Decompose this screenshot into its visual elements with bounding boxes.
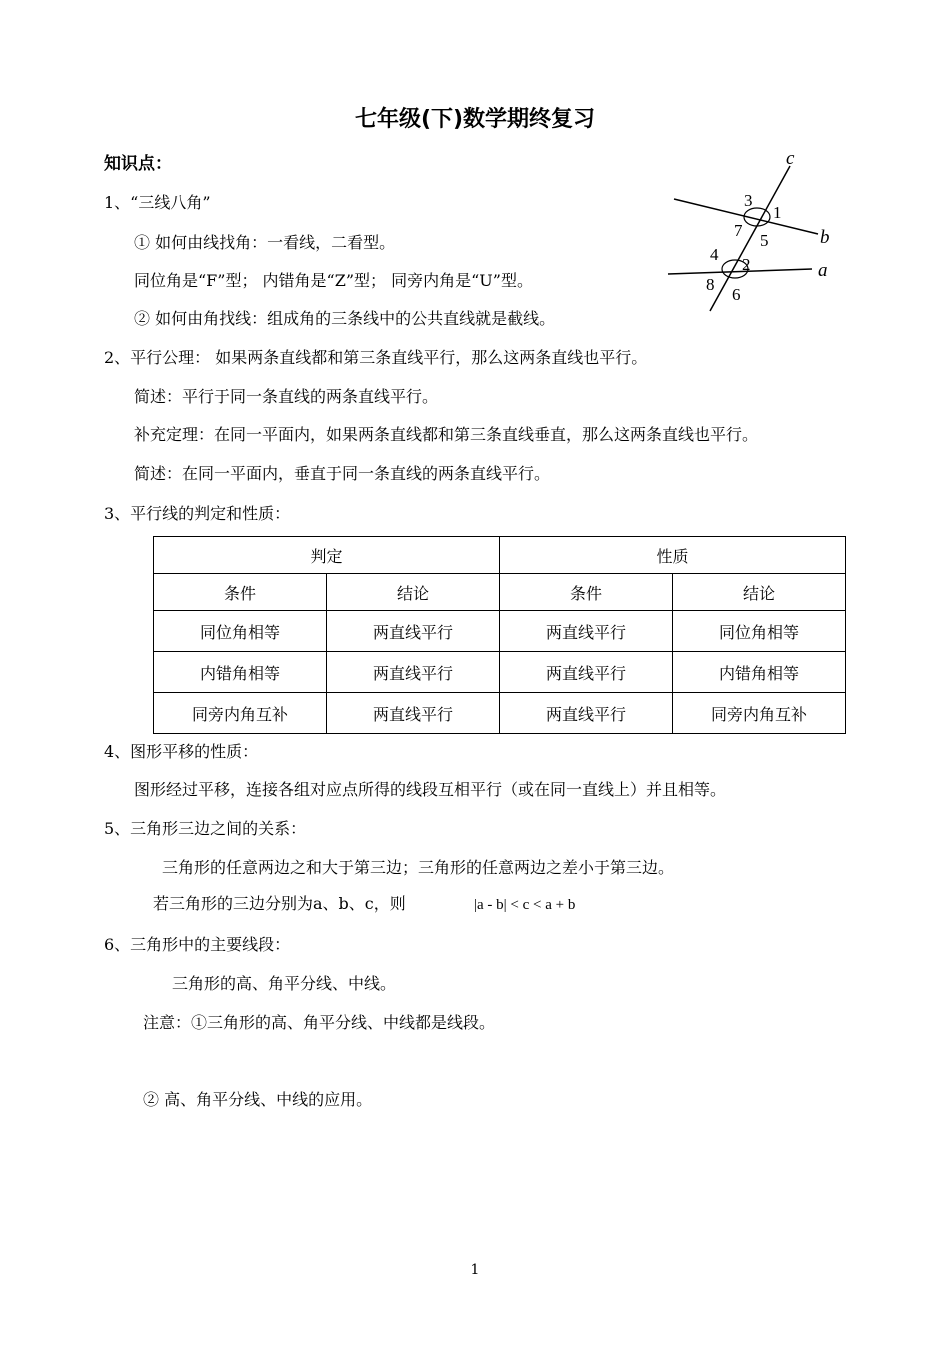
table-cell: 两直线平行 xyxy=(500,652,673,693)
triangle-inequality-formula: |a - b| < c < a + b xyxy=(474,897,576,913)
knowledge-heading: 知识点： xyxy=(104,154,172,174)
angle-label-3: 3 xyxy=(744,191,753,210)
table-cell: 内错角相等 xyxy=(154,652,327,693)
table-sub-header: 条件 xyxy=(154,574,327,611)
section-4-line-1: 图形经过平移，连接各组对应点所得的线段互相平行（或在同一直线上）并且相等。 xyxy=(134,780,727,799)
angle-label-8: 8 xyxy=(706,275,715,294)
line-label-a: a xyxy=(818,260,828,281)
table-sub-header: 结论 xyxy=(673,574,846,611)
table-row xyxy=(154,652,846,693)
angle-label-6: 6 xyxy=(732,285,741,304)
table-cell: 两直线平行 xyxy=(327,693,500,734)
table-cell: 同位角相等 xyxy=(154,611,327,652)
section-1-header: 1、“三线八角” xyxy=(104,193,211,212)
section-3-header: 3、平行线的判定和性质： xyxy=(104,504,291,523)
table-cell: 同位角相等 xyxy=(673,611,846,652)
section-2-line-1: 简述：平行于同一条直线的两条直线平行。 xyxy=(134,387,439,406)
angle-label-7: 7 xyxy=(734,221,743,240)
line-label-c: c xyxy=(786,148,795,169)
table-sub-header-row xyxy=(154,574,846,611)
table-row xyxy=(154,611,846,652)
table-row xyxy=(154,693,846,734)
angle-label-1: 1 xyxy=(773,203,782,222)
table-group-header: 判定 xyxy=(154,537,500,574)
table-sub-header: 条件 xyxy=(500,574,673,611)
three-lines-eight-angles-figure xyxy=(660,146,850,316)
section-2-header: 2、平行公理： 如果两条直线都和第三条直线平行，那么这两条直线也平行。 xyxy=(104,348,648,367)
section-5-header: 5、三角形三边之间的关系： xyxy=(104,819,307,838)
section-1-line-2: 同位角是“F”型； 内错角是“Z”型； 同旁内角是“U”型。 xyxy=(134,271,533,290)
section-5-line-2: 若三角形的三边分别为a、b、c，则 xyxy=(153,894,406,913)
table-cell: 同旁内角互补 xyxy=(154,693,327,734)
section-2-line-2: 补充定理：在同一平面内，如果两条直线都和第三条直线垂直，那么这两条直线也平行。 xyxy=(134,425,759,444)
line-label-b: b xyxy=(820,227,830,248)
table-cell: 内错角相等 xyxy=(673,652,846,693)
page-title: 七年级(下)数学期终复习 xyxy=(354,107,596,132)
line-a xyxy=(668,269,812,274)
section-2-line-3: 简述：在同一平面内，垂直于同一条直线的两条直线平行。 xyxy=(134,464,551,483)
table-cell: 两直线平行 xyxy=(327,652,500,693)
section-6-line-1: 三角形的高、角平分线、中线。 xyxy=(172,974,397,993)
parallel-lines-table xyxy=(153,536,846,734)
table-cell: 两直线平行 xyxy=(500,693,673,734)
section-6-header: 6、三角形中的主要线段： xyxy=(104,935,291,954)
section-1-line-1: ① 如何由线找角：一看线，二看型。 xyxy=(134,233,396,252)
table-group-header-row xyxy=(154,537,846,574)
section-4-header: 4、图形平移的性质： xyxy=(104,742,259,761)
table-cell: 两直线平行 xyxy=(500,611,673,652)
section-6-line-3: ② 高、角平分线、中线的应用。 xyxy=(143,1090,373,1109)
table-cell: 同旁内角互补 xyxy=(673,693,846,734)
transversal-line-c xyxy=(710,166,790,311)
section-6-line-2: 注意：①三角形的高、角平分线、中线都是线段。 xyxy=(143,1013,496,1032)
table-cell: 两直线平行 xyxy=(327,611,500,652)
page-number: 1 xyxy=(470,1262,480,1278)
angle-label-5: 5 xyxy=(760,231,769,250)
section-1-line-3: ② 如何由角找线：组成角的三条线中的公共直线就是截线。 xyxy=(134,309,556,328)
table-group-header: 性质 xyxy=(500,537,846,574)
table-sub-header: 结论 xyxy=(327,574,500,611)
angle-label-2: 2 xyxy=(742,255,751,274)
angle-label-4: 4 xyxy=(710,245,719,264)
section-5-line-1: 三角形的任意两边之和大于第三边；三角形的任意两边之差小于第三边。 xyxy=(162,858,675,877)
